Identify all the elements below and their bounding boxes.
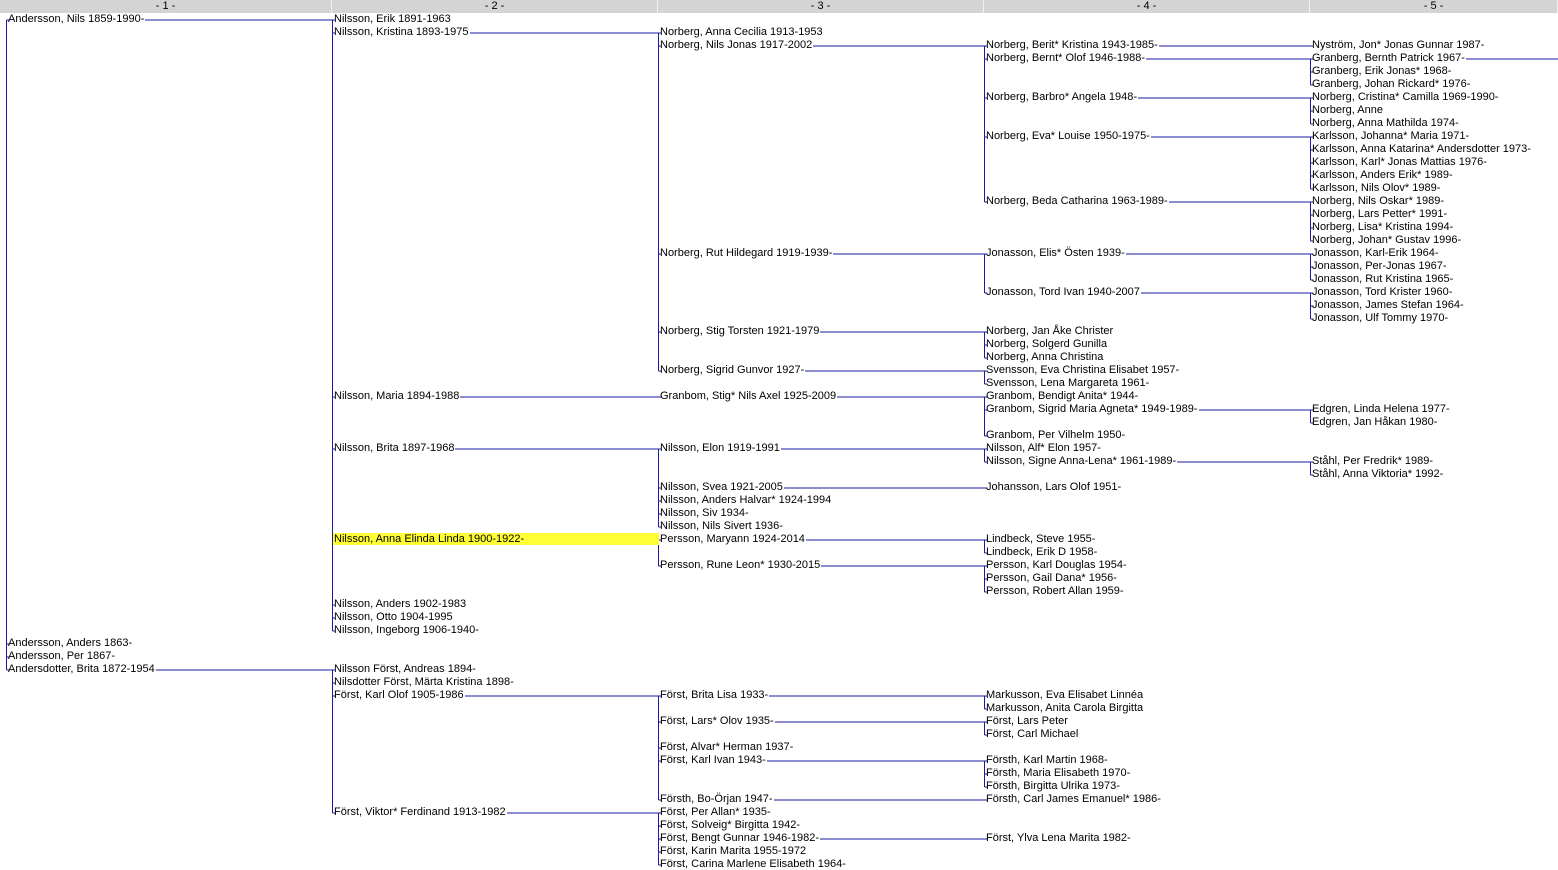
column-header-5[interactable]: - 5 - <box>1310 0 1558 13</box>
person-forsth-karl-martin[interactable]: Försth, Karl Martin 1968- <box>986 754 1108 766</box>
person-andersson-nils[interactable]: Andersson, Nils 1859-1990- <box>8 13 145 25</box>
person-norberg-beda[interactable]: Norberg, Beda Catharina 1963-1989- <box>986 195 1168 207</box>
person-norberg-johan-gustav[interactable]: Norberg, Johan* Gustav 1996- <box>1312 234 1462 246</box>
person-forsth-birgitta[interactable]: Försth, Birgitta Ulrika 1973- <box>986 780 1120 792</box>
person-nilsson-alf[interactable]: Nilsson, Alf* Elon 1957- <box>986 442 1101 454</box>
descendant-tree <box>0 13 1558 870</box>
person-jonasson-rut-kristina[interactable]: Jonasson, Rut Kristina 1965- <box>1312 273 1454 285</box>
person-jonasson-tord-ivan[interactable]: Jonasson, Tord Ivan 1940-2007 <box>986 286 1140 298</box>
person-norberg-anne[interactable]: Norberg, Anne <box>1312 104 1383 116</box>
person-markusson-anita[interactable]: Markusson, Anita Carola Birgitta <box>986 702 1144 714</box>
person-lindbeck-steve[interactable]: Lindbeck, Steve 1955- <box>986 533 1096 545</box>
person-karlsson-johanna[interactable]: Karlsson, Johanna* Maria 1971- <box>1312 130 1470 142</box>
person-forst-solveig[interactable]: Först, Solveig* Birgitta 1942- <box>660 819 801 831</box>
person-forsth-maria[interactable]: Försth, Maria Elisabeth 1970- <box>986 767 1131 779</box>
person-lindbeck-erik[interactable]: Lindbeck, Erik D 1958- <box>986 546 1098 558</box>
person-nilsson-anna-elinda[interactable]: Nilsson, Anna Elinda Linda 1900-1922- <box>333 533 659 545</box>
generation-header <box>0 0 1558 13</box>
person-nilsson-maria[interactable]: Nilsson, Maria 1894-1988 <box>334 390 460 402</box>
person-jonasson-james[interactable]: Jonasson, James Stefan 1964- <box>1312 299 1464 311</box>
person-forsth-bo-orjan[interactable]: Försth, Bo-Örjan 1947- <box>660 793 773 805</box>
person-persson-rune[interactable]: Persson, Rune Leon* 1930-2015 <box>660 559 821 571</box>
person-forst-bengt[interactable]: Först, Bengt Gunnar 1946-1982- <box>660 832 819 844</box>
person-karlsson-nils-olov[interactable]: Karlsson, Nils Olov* 1989- <box>1312 182 1441 194</box>
person-norberg-anna-cecilia[interactable]: Norberg, Anna Cecilia 1913-1953 <box>660 26 823 38</box>
person-nilsson-anders[interactable]: Nilsson, Anders 1902-1983 <box>334 598 467 610</box>
person-forst-carina[interactable]: Först, Carina Marlene Elisabeth 1964- <box>660 858 846 870</box>
person-forst-viktor[interactable]: Först, Viktor* Ferdinand 1913-1982 <box>334 806 506 818</box>
person-forsth-carl-james[interactable]: Försth, Carl James Emanuel* 1986- <box>986 793 1161 805</box>
person-norberg-berit[interactable]: Norberg, Berit* Kristina 1943-1985- <box>986 39 1158 51</box>
person-nystrom-jon[interactable]: Nyström, Jon* Jonas Gunnar 1987- <box>1312 39 1485 51</box>
person-persson-gail[interactable]: Persson, Gail Dana* 1956- <box>986 572 1117 584</box>
person-norberg-rut[interactable]: Norberg, Rut Hildegard 1919-1939- <box>660 247 833 259</box>
person-andersson-anders[interactable]: Andersson, Anders 1863- <box>8 637 133 649</box>
person-jonasson-karl-erik[interactable]: Jonasson, Karl-Erik 1964- <box>1312 247 1439 259</box>
person-nilsson-brita[interactable]: Nilsson, Brita 1897-1968 <box>334 442 455 454</box>
column-header-2[interactable]: - 2 - <box>332 0 658 13</box>
person-granbom-sigrid[interactable]: Granbom, Sigrid Maria Agneta* 1949-1989- <box>986 403 1198 415</box>
person-nilsson-nils-sivert[interactable]: Nilsson, Nils Sivert 1936- <box>660 520 783 532</box>
person-norberg-cristina[interactable]: Norberg, Cristina* Camilla 1969-1990- <box>1312 91 1499 103</box>
person-jonasson-per-jonas[interactable]: Jonasson, Per-Jonas 1967- <box>1312 260 1447 272</box>
person-norberg-stig[interactable]: Norberg, Stig Torsten 1921-1979 <box>660 325 820 337</box>
person-granberg-bernth[interactable]: Granberg, Bernth Patrick 1967- <box>1312 52 1465 64</box>
person-stahl-per[interactable]: Ståhl, Per Fredrik* 1989- <box>1312 455 1434 467</box>
column-header-1[interactable]: - 1 - <box>0 0 332 13</box>
person-nilsson-ingeborg[interactable]: Nilsson, Ingeborg 1906-1940- <box>334 624 479 636</box>
person-stahl-anna[interactable]: Ståhl, Anna Viktoria* 1992- <box>1312 468 1444 480</box>
person-karlsson-karl[interactable]: Karlsson, Karl* Jonas Mattias 1976- <box>1312 156 1487 168</box>
person-edgren-linda[interactable]: Edgren, Linda Helena 1977- <box>1312 403 1450 415</box>
person-nilsson-elon[interactable]: Nilsson, Elon 1919-1991 <box>660 442 780 454</box>
person-forst-carl-michael[interactable]: Först, Carl Michael <box>986 728 1079 740</box>
person-nilsson-signe[interactable]: Nilsson, Signe Anna-Lena* 1961-1989- <box>986 455 1177 467</box>
person-norberg-eva[interactable]: Norberg, Eva* Louise 1950-1975- <box>986 130 1150 142</box>
person-forsth-karl-ivan[interactable]: Först, Karl Ivan 1943- <box>660 754 766 766</box>
person-forst-lars-peter[interactable]: Först, Lars Peter <box>986 715 1068 727</box>
person-nilsson-anders-halvar[interactable]: Nilsson, Anders Halvar* 1924-1994 <box>660 494 832 506</box>
person-andersson-per[interactable]: Andersson, Per 1867- <box>8 650 116 662</box>
person-edgren-jan[interactable]: Edgren, Jan Håkan 1980- <box>1312 416 1438 428</box>
person-karlsson-anna-katarina[interactable]: Karlsson, Anna Katarina* Andersdotter 1973- <box>1312 143 1531 155</box>
person-norberg-jan-ake[interactable]: Norberg, Jan Åke Christer <box>986 325 1114 337</box>
column-header-3[interactable]: - 3 - <box>658 0 984 13</box>
person-nilsson-erik[interactable]: Nilsson, Erik 1891-1963 <box>334 13 451 25</box>
person-persson-karl-douglas[interactable]: Persson, Karl Douglas 1954- <box>986 559 1127 571</box>
person-norberg-nils-oskar[interactable]: Norberg, Nils Oskar* 1989- <box>1312 195 1445 207</box>
person-forst-ylva[interactable]: Först, Ylva Lena Marita 1982- <box>986 832 1131 844</box>
person-forst-karin[interactable]: Först, Karin Marita 1955-1972 <box>660 845 807 857</box>
person-norberg-anna-mathilda[interactable]: Norberg, Anna Mathilda 1974- <box>1312 117 1459 129</box>
person-nilsson-forst-andreas[interactable]: Nilsson Först, Andreas 1894- <box>334 663 476 675</box>
person-forst-lars-olov[interactable]: Först, Lars* Olov 1935- <box>660 715 774 727</box>
person-granbom-per[interactable]: Granbom, Per Vilhelm 1950- <box>986 429 1126 441</box>
person-svensson-eva[interactable]: Svensson, Eva Christina Elisabet 1957- <box>986 364 1180 376</box>
person-granbom-bendigt[interactable]: Granbom, Bendigt Anita* 1944- <box>986 390 1139 402</box>
person-andersdotter-brita[interactable]: Andersdotter, Brita 1872-1954 <box>8 663 155 675</box>
person-norberg-bernt[interactable]: Norberg, Bernt* Olof 1946-1988- <box>986 52 1145 64</box>
person-forst-per-allan[interactable]: Först, Per Allan* 1935- <box>660 806 771 818</box>
person-johansson-lars[interactable]: Johansson, Lars Olof 1951- <box>986 481 1122 493</box>
person-forst-alvar[interactable]: Först, Alvar* Herman 1937- <box>660 741 794 753</box>
person-nilsson-otto[interactable]: Nilsson, Otto 1904-1995 <box>334 611 453 623</box>
person-jonasson-ulf[interactable]: Jonasson, Ulf Tommy 1970- <box>1312 312 1449 324</box>
person-jonasson-elis[interactable]: Jonasson, Elis* Östen 1939- <box>986 247 1125 259</box>
person-nilsson-svea[interactable]: Nilsson, Svea 1921-2005 <box>660 481 783 493</box>
person-norberg-sigrid[interactable]: Norberg, Sigrid Gunvor 1927- <box>660 364 805 376</box>
person-nilsson-kristina[interactable]: Nilsson, Kristina 1893-1975 <box>334 26 469 38</box>
column-header-4[interactable]: - 4 - <box>984 0 1310 13</box>
person-norberg-solgerd[interactable]: Norberg, Solgerd Gunilla <box>986 338 1108 350</box>
person-norberg-barbro[interactable]: Norberg, Barbro* Angela 1948- <box>986 91 1138 103</box>
person-norberg-anna-christina[interactable]: Norberg, Anna Christina <box>986 351 1104 363</box>
person-nilsson-siv[interactable]: Nilsson, Siv 1934- <box>660 507 749 519</box>
person-persson-maryann[interactable]: Persson, Maryann 1924-2014 <box>660 533 805 545</box>
person-karlsson-anders-erik[interactable]: Karlsson, Anders Erik* 1989- <box>1312 169 1453 181</box>
person-forst-brita-lisa[interactable]: Först, Brita Lisa 1933- <box>660 689 769 701</box>
person-jonasson-tord-krister[interactable]: Jonasson, Tord Krister 1960- <box>1312 286 1453 298</box>
person-granberg-johan[interactable]: Granberg, Johan Rickard* 1976- <box>1312 78 1471 90</box>
person-granbom-stig[interactable]: Granbom, Stig* Nils Axel 1925-2009 <box>660 390 837 402</box>
person-persson-robert[interactable]: Persson, Robert Allan 1959- <box>986 585 1124 597</box>
person-nilsdotter-forst-marta[interactable]: Nilsdotter Först, Märta Kristina 1898- <box>334 676 514 688</box>
person-markusson-eva[interactable]: Markusson, Eva Elisabet Linnéa <box>986 689 1144 701</box>
person-norberg-lars-petter[interactable]: Norberg, Lars Petter* 1991- <box>1312 208 1448 220</box>
person-granberg-erik[interactable]: Granberg, Erik Jonas* 1968- <box>1312 65 1452 77</box>
person-norberg-nils-jonas[interactable]: Norberg, Nils Jonas 1917-2002 <box>660 39 813 51</box>
person-forst-karl-olof[interactable]: Först, Karl Olof 1905-1986 <box>334 689 464 701</box>
person-svensson-lena[interactable]: Svensson, Lena Margareta 1961- <box>986 377 1150 389</box>
person-norberg-lisa[interactable]: Norberg, Lisa* Kristina 1994- <box>1312 221 1454 233</box>
